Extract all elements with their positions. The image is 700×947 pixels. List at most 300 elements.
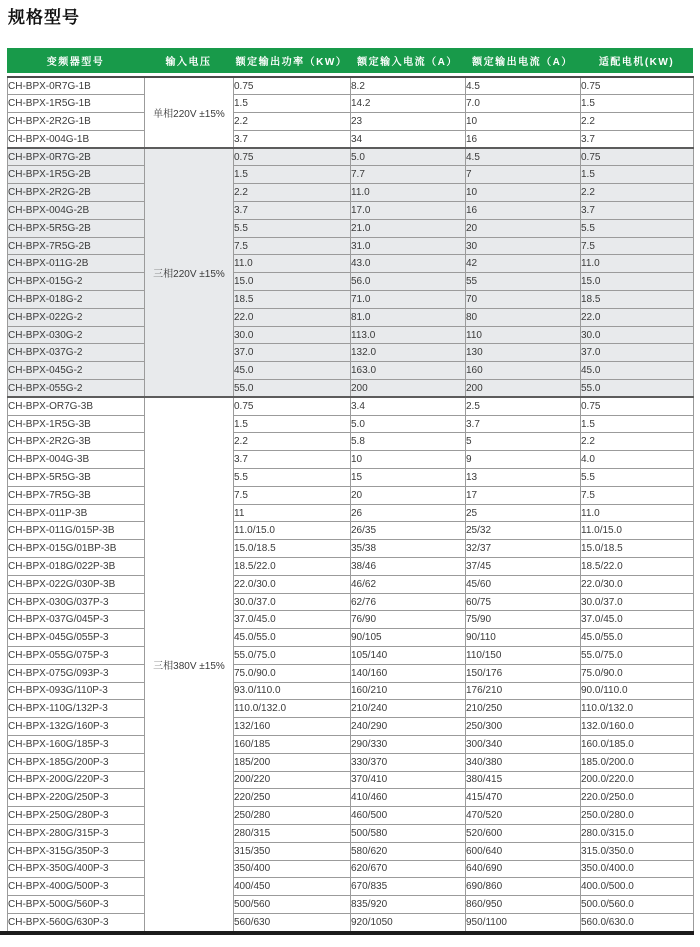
table-row	[8, 522, 694, 540]
input-current-cell: 580/620	[351, 842, 466, 860]
power-cell: 350/400	[234, 860, 351, 878]
table-row	[8, 433, 694, 451]
output-current-cell: 600/640	[466, 842, 581, 860]
input-current-cell: 20	[351, 486, 466, 504]
model-cell: CH-BPX-011G-2B	[8, 255, 145, 273]
output-current-cell: 20	[466, 219, 581, 237]
motor-cell: 18.5/22.0	[581, 558, 694, 576]
model-cell: CH-BPX-400G/500P-3	[8, 878, 145, 896]
power-cell: 2.2	[234, 184, 351, 202]
table-row	[8, 77, 694, 95]
input-current-cell: 670/835	[351, 878, 466, 896]
model-cell: CH-BPX-160G/185P-3	[8, 735, 145, 753]
motor-cell: 15.0/18.5	[581, 540, 694, 558]
model-cell: CH-BPX-110G/132P-3	[8, 700, 145, 718]
output-current-cell: 75/90	[466, 611, 581, 629]
table-row	[8, 219, 694, 237]
motor-cell: 160.0/185.0	[581, 735, 694, 753]
input-current-cell: 5.0	[351, 148, 466, 166]
output-current-cell: 110/150	[466, 647, 581, 665]
input-current-cell: 460/500	[351, 807, 466, 825]
motor-cell: 500.0/560.0	[581, 896, 694, 914]
table-row	[8, 664, 694, 682]
model-cell: CH-BPX-1R5G-3B	[8, 415, 145, 433]
voltage-cell: 三相220V ±15%	[145, 148, 234, 397]
model-cell: CH-BPX-011G/015P-3B	[8, 522, 145, 540]
header-rated-output-power: 额定输出功率（KW）	[235, 57, 348, 68]
input-current-cell: 15	[351, 469, 466, 487]
table-row	[8, 344, 694, 362]
table-row	[8, 629, 694, 647]
output-current-cell: 55	[466, 273, 581, 291]
output-current-cell: 950/1100	[466, 913, 581, 931]
table-row	[8, 878, 694, 896]
model-cell: CH-BPX-018G-2	[8, 291, 145, 309]
model-cell: CH-BPX-7R5G-3B	[8, 486, 145, 504]
input-current-cell: 105/140	[351, 647, 466, 665]
motor-cell: 560.0/630.0	[581, 913, 694, 931]
power-cell: 5.5	[234, 469, 351, 487]
input-current-cell: 21.0	[351, 219, 466, 237]
power-cell: 3.7	[234, 202, 351, 220]
output-current-cell: 32/37	[466, 540, 581, 558]
table-row	[8, 202, 694, 220]
output-current-cell: 4.5	[466, 77, 581, 95]
table-row	[8, 718, 694, 736]
output-current-cell: 3.7	[466, 415, 581, 433]
power-cell: 3.7	[234, 451, 351, 469]
table-row	[8, 326, 694, 344]
motor-cell: 7.5	[581, 486, 694, 504]
model-cell: CH-BPX-004G-2B	[8, 202, 145, 220]
table-row	[8, 486, 694, 504]
power-cell: 37.0/45.0	[234, 611, 351, 629]
output-current-cell: 45/60	[466, 575, 581, 593]
power-cell: 250/280	[234, 807, 351, 825]
motor-cell: 1.5	[581, 95, 694, 113]
input-current-cell: 38/46	[351, 558, 466, 576]
model-cell: CH-BPX-5R5G-3B	[8, 469, 145, 487]
input-current-cell: 163.0	[351, 362, 466, 380]
model-cell: CH-BPX-015G-2	[8, 273, 145, 291]
motor-cell: 7.5	[581, 237, 694, 255]
power-cell: 11	[234, 504, 351, 522]
input-current-cell: 113.0	[351, 326, 466, 344]
motor-cell: 11.0	[581, 255, 694, 273]
table-row	[8, 611, 694, 629]
header-input-voltage: 输入电压	[165, 57, 212, 68]
output-current-cell: 13	[466, 469, 581, 487]
table-row	[8, 308, 694, 326]
input-current-cell: 370/410	[351, 771, 466, 789]
table-header	[7, 48, 693, 73]
model-cell: CH-BPX-185G/200P-3	[8, 753, 145, 771]
page-title: 规格型号	[8, 8, 80, 27]
model-cell: CH-BPX-075G/093P-3	[8, 664, 145, 682]
table-row	[8, 291, 694, 309]
input-current-cell: 500/580	[351, 824, 466, 842]
motor-cell: 2.2	[581, 184, 694, 202]
model-cell: CH-BPX-004G-3B	[8, 451, 145, 469]
table-row	[8, 415, 694, 433]
output-current-cell: 60/75	[466, 593, 581, 611]
table-row	[8, 824, 694, 842]
output-current-cell: 160	[466, 362, 581, 380]
model-cell: CH-BPX-2R2G-2B	[8, 184, 145, 202]
motor-cell: 55.0/75.0	[581, 647, 694, 665]
output-current-cell: 5	[466, 433, 581, 451]
table-row	[8, 575, 694, 593]
model-cell: CH-BPX-350G/400P-3	[8, 860, 145, 878]
input-current-cell: 240/290	[351, 718, 466, 736]
input-current-cell: 46/62	[351, 575, 466, 593]
output-current-cell: 30	[466, 237, 581, 255]
header-rated-output-current: 额定输出电流（A）	[472, 57, 573, 68]
table-row	[8, 255, 694, 273]
motor-cell: 5.5	[581, 469, 694, 487]
output-current-cell: 200	[466, 380, 581, 398]
motor-cell: 280.0/315.0	[581, 824, 694, 842]
motor-cell: 4.0	[581, 451, 694, 469]
input-current-cell: 620/670	[351, 860, 466, 878]
input-current-cell: 90/105	[351, 629, 466, 647]
table-row	[8, 860, 694, 878]
output-current-cell: 2.5	[466, 397, 581, 415]
output-current-cell: 25/32	[466, 522, 581, 540]
table-row	[8, 540, 694, 558]
power-cell: 11.0	[234, 255, 351, 273]
input-current-cell: 23	[351, 113, 466, 131]
motor-cell: 55.0	[581, 380, 694, 398]
motor-cell: 2.2	[581, 433, 694, 451]
model-cell: CH-BPX-022G-2	[8, 308, 145, 326]
power-cell: 0.75	[234, 77, 351, 95]
motor-cell: 0.75	[581, 397, 694, 415]
output-current-cell: 300/340	[466, 735, 581, 753]
table-row	[8, 842, 694, 860]
table-row	[8, 504, 694, 522]
model-cell: CH-BPX-560G/630P-3	[8, 913, 145, 931]
input-current-cell: 14.2	[351, 95, 466, 113]
output-current-cell: 9	[466, 451, 581, 469]
power-cell: 22.0/30.0	[234, 575, 351, 593]
motor-cell: 22.0/30.0	[581, 575, 694, 593]
motor-cell: 200.0/220.0	[581, 771, 694, 789]
power-cell: 110.0/132.0	[234, 700, 351, 718]
model-cell: CH-BPX-030G/037P-3	[8, 593, 145, 611]
motor-cell: 250.0/280.0	[581, 807, 694, 825]
input-current-cell: 10	[351, 451, 466, 469]
input-current-cell: 34	[351, 130, 466, 148]
motor-cell: 1.5	[581, 166, 694, 184]
input-current-cell: 3.4	[351, 397, 466, 415]
power-cell: 1.5	[234, 415, 351, 433]
output-current-cell: 520/600	[466, 824, 581, 842]
power-cell: 0.75	[234, 397, 351, 415]
motor-cell: 3.7	[581, 130, 694, 148]
output-current-cell: 380/415	[466, 771, 581, 789]
output-current-cell: 7.0	[466, 95, 581, 113]
motor-cell: 15.0	[581, 273, 694, 291]
power-cell: 7.5	[234, 486, 351, 504]
power-cell: 11.0/15.0	[234, 522, 351, 540]
table-row	[8, 771, 694, 789]
motor-cell: 3.7	[581, 202, 694, 220]
power-cell: 18.5	[234, 291, 351, 309]
table-bottom-border	[0, 931, 694, 935]
output-current-cell: 110	[466, 326, 581, 344]
voltage-cell: 单相220V ±15%	[145, 77, 234, 148]
spec-table	[7, 76, 694, 932]
input-current-cell: 160/210	[351, 682, 466, 700]
model-cell: CH-BPX-280G/315P-3	[8, 824, 145, 842]
motor-cell: 37.0/45.0	[581, 611, 694, 629]
motor-cell: 30.0	[581, 326, 694, 344]
power-cell: 2.2	[234, 433, 351, 451]
table-row	[8, 237, 694, 255]
table-row	[8, 469, 694, 487]
power-cell: 280/315	[234, 824, 351, 842]
table-row	[8, 397, 694, 415]
motor-cell: 37.0	[581, 344, 694, 362]
power-cell: 315/350	[234, 842, 351, 860]
table-row	[8, 166, 694, 184]
output-current-cell: 176/210	[466, 682, 581, 700]
motor-cell: 11.0/15.0	[581, 522, 694, 540]
power-cell: 0.75	[234, 148, 351, 166]
motor-cell: 90.0/110.0	[581, 682, 694, 700]
power-cell: 93.0/110.0	[234, 682, 351, 700]
input-current-cell: 7.7	[351, 166, 466, 184]
model-cell: CH-BPX-045G/055P-3	[8, 629, 145, 647]
power-cell: 5.5	[234, 219, 351, 237]
model-cell: CH-BPX-022G/030P-3B	[8, 575, 145, 593]
power-cell: 22.0	[234, 308, 351, 326]
table-row	[8, 451, 694, 469]
table-row	[8, 789, 694, 807]
output-current-cell: 860/950	[466, 896, 581, 914]
input-current-cell: 5.8	[351, 433, 466, 451]
model-cell: CH-BPX-045G-2	[8, 362, 145, 380]
input-current-cell: 132.0	[351, 344, 466, 362]
motor-cell: 315.0/350.0	[581, 842, 694, 860]
motor-cell: 0.75	[581, 77, 694, 95]
motor-cell: 350.0/400.0	[581, 860, 694, 878]
model-cell: CH-BPX-0R7G-2B	[8, 148, 145, 166]
model-cell: CH-BPX-250G/280P-3	[8, 807, 145, 825]
motor-cell: 2.2	[581, 113, 694, 131]
output-current-cell: 415/470	[466, 789, 581, 807]
output-current-cell: 37/45	[466, 558, 581, 576]
model-cell: CH-BPX-2R2G-3B	[8, 433, 145, 451]
output-current-cell: 150/176	[466, 664, 581, 682]
table-row	[8, 700, 694, 718]
output-current-cell: 130	[466, 344, 581, 362]
table-row	[8, 113, 694, 131]
output-current-cell: 7	[466, 166, 581, 184]
motor-cell: 5.5	[581, 219, 694, 237]
motor-cell: 22.0	[581, 308, 694, 326]
model-cell: CH-BPX-5R5G-2B	[8, 219, 145, 237]
table-row	[8, 130, 694, 148]
table-row	[8, 148, 694, 166]
motor-cell: 185.0/200.0	[581, 753, 694, 771]
power-cell: 30.0/37.0	[234, 593, 351, 611]
model-cell: CH-BPX-093G/110P-3	[8, 682, 145, 700]
input-current-cell: 26/35	[351, 522, 466, 540]
output-current-cell: 340/380	[466, 753, 581, 771]
model-cell: CH-BPX-2R2G-1B	[8, 113, 145, 131]
motor-cell: 400.0/500.0	[581, 878, 694, 896]
table-row	[8, 184, 694, 202]
motor-cell: 75.0/90.0	[581, 664, 694, 682]
power-cell: 75.0/90.0	[234, 664, 351, 682]
input-current-cell: 835/920	[351, 896, 466, 914]
power-cell: 30.0	[234, 326, 351, 344]
power-cell: 560/630	[234, 913, 351, 931]
input-current-cell: 200	[351, 380, 466, 398]
input-current-cell: 140/160	[351, 664, 466, 682]
input-current-cell: 11.0	[351, 184, 466, 202]
input-current-cell: 62/76	[351, 593, 466, 611]
model-cell: CH-BPX-011P-3B	[8, 504, 145, 522]
model-cell: CH-BPX-037G/045P-3	[8, 611, 145, 629]
table-row	[8, 896, 694, 914]
output-current-cell: 16	[466, 130, 581, 148]
output-current-cell: 17	[466, 486, 581, 504]
motor-cell: 30.0/37.0	[581, 593, 694, 611]
power-cell: 200/220	[234, 771, 351, 789]
table-row	[8, 380, 694, 398]
power-cell: 185/200	[234, 753, 351, 771]
model-cell: CH-BPX-500G/560P-3	[8, 896, 145, 914]
output-current-cell: 90/110	[466, 629, 581, 647]
header-rated-input-current: 额定输入电流（A）	[357, 57, 458, 68]
table-row	[8, 807, 694, 825]
output-current-cell: 42	[466, 255, 581, 273]
table-row	[8, 753, 694, 771]
model-cell: CH-BPX-030G-2	[8, 326, 145, 344]
input-current-cell: 920/1050	[351, 913, 466, 931]
power-cell: 45.0	[234, 362, 351, 380]
model-cell: CH-BPX-132G/160P-3	[8, 718, 145, 736]
power-cell: 1.5	[234, 95, 351, 113]
input-current-cell: 76/90	[351, 611, 466, 629]
motor-cell: 45.0	[581, 362, 694, 380]
motor-cell: 1.5	[581, 415, 694, 433]
input-current-cell: 71.0	[351, 291, 466, 309]
motor-cell: 110.0/132.0	[581, 700, 694, 718]
power-cell: 160/185	[234, 735, 351, 753]
motor-cell: 132.0/160.0	[581, 718, 694, 736]
input-current-cell: 17.0	[351, 202, 466, 220]
input-current-cell: 5.0	[351, 415, 466, 433]
input-current-cell: 290/330	[351, 735, 466, 753]
output-current-cell: 80	[466, 308, 581, 326]
power-cell: 2.2	[234, 113, 351, 131]
table-row	[8, 273, 694, 291]
model-cell: CH-BPX-200G/220P-3	[8, 771, 145, 789]
power-cell: 400/450	[234, 878, 351, 896]
power-cell: 500/560	[234, 896, 351, 914]
input-current-cell: 56.0	[351, 273, 466, 291]
input-current-cell: 330/370	[351, 753, 466, 771]
output-current-cell: 70	[466, 291, 581, 309]
motor-cell: 45.0/55.0	[581, 629, 694, 647]
output-current-cell: 690/860	[466, 878, 581, 896]
input-current-cell: 35/38	[351, 540, 466, 558]
table-row	[8, 593, 694, 611]
model-cell: CH-BPX-0R7G-1B	[8, 77, 145, 95]
output-current-cell: 210/250	[466, 700, 581, 718]
input-current-cell: 81.0	[351, 308, 466, 326]
output-current-cell: 10	[466, 113, 581, 131]
input-current-cell: 43.0	[351, 255, 466, 273]
power-cell: 15.0	[234, 273, 351, 291]
header-adapted-motor: 适配电机(KW)	[598, 57, 675, 68]
motor-cell: 18.5	[581, 291, 694, 309]
model-cell: CH-BPX-015G/01BP-3B	[8, 540, 145, 558]
output-current-cell: 25	[466, 504, 581, 522]
motor-cell: 11.0	[581, 504, 694, 522]
output-current-cell: 16	[466, 202, 581, 220]
output-current-cell: 250/300	[466, 718, 581, 736]
power-cell: 1.5	[234, 166, 351, 184]
table-row	[8, 735, 694, 753]
power-cell: 15.0/18.5	[234, 540, 351, 558]
input-current-cell: 31.0	[351, 237, 466, 255]
table-row	[8, 362, 694, 380]
input-current-cell: 410/460	[351, 789, 466, 807]
voltage-cell: 三相380V ±15%	[145, 397, 234, 931]
table-row	[8, 558, 694, 576]
table-row	[8, 95, 694, 113]
input-current-cell: 8.2	[351, 77, 466, 95]
model-cell: CH-BPX-055G/075P-3	[8, 647, 145, 665]
power-cell: 55.0/75.0	[234, 647, 351, 665]
motor-cell: 220.0/250.0	[581, 789, 694, 807]
table-row	[8, 682, 694, 700]
model-cell: CH-BPX-037G-2	[8, 344, 145, 362]
power-cell: 7.5	[234, 237, 351, 255]
input-current-cell: 26	[351, 504, 466, 522]
power-cell: 45.0/55.0	[234, 629, 351, 647]
power-cell: 3.7	[234, 130, 351, 148]
output-current-cell: 640/690	[466, 860, 581, 878]
output-current-cell: 4.5	[466, 148, 581, 166]
output-current-cell: 10	[466, 184, 581, 202]
input-current-cell: 210/240	[351, 700, 466, 718]
output-current-cell: 470/520	[466, 807, 581, 825]
power-cell: 220/250	[234, 789, 351, 807]
model-cell: CH-BPX-7R5G-2B	[8, 237, 145, 255]
header-model: 变频器型号	[46, 57, 105, 68]
model-cell: CH-BPX-220G/250P-3	[8, 789, 145, 807]
power-cell: 132/160	[234, 718, 351, 736]
model-cell: CH-BPX-055G-2	[8, 380, 145, 398]
model-cell: CH-BPX-1R5G-1B	[8, 95, 145, 113]
table-row	[8, 647, 694, 665]
motor-cell: 0.75	[581, 148, 694, 166]
power-cell: 37.0	[234, 344, 351, 362]
model-cell: CH-BPX-315G/350P-3	[8, 842, 145, 860]
power-cell: 18.5/22.0	[234, 558, 351, 576]
table-row	[8, 913, 694, 931]
model-cell: CH-BPX-018G/022P-3B	[8, 558, 145, 576]
model-cell: CH-BPX-OR7G-3B	[8, 397, 145, 415]
model-cell: CH-BPX-1R5G-2B	[8, 166, 145, 184]
spec-table-body	[8, 77, 694, 931]
